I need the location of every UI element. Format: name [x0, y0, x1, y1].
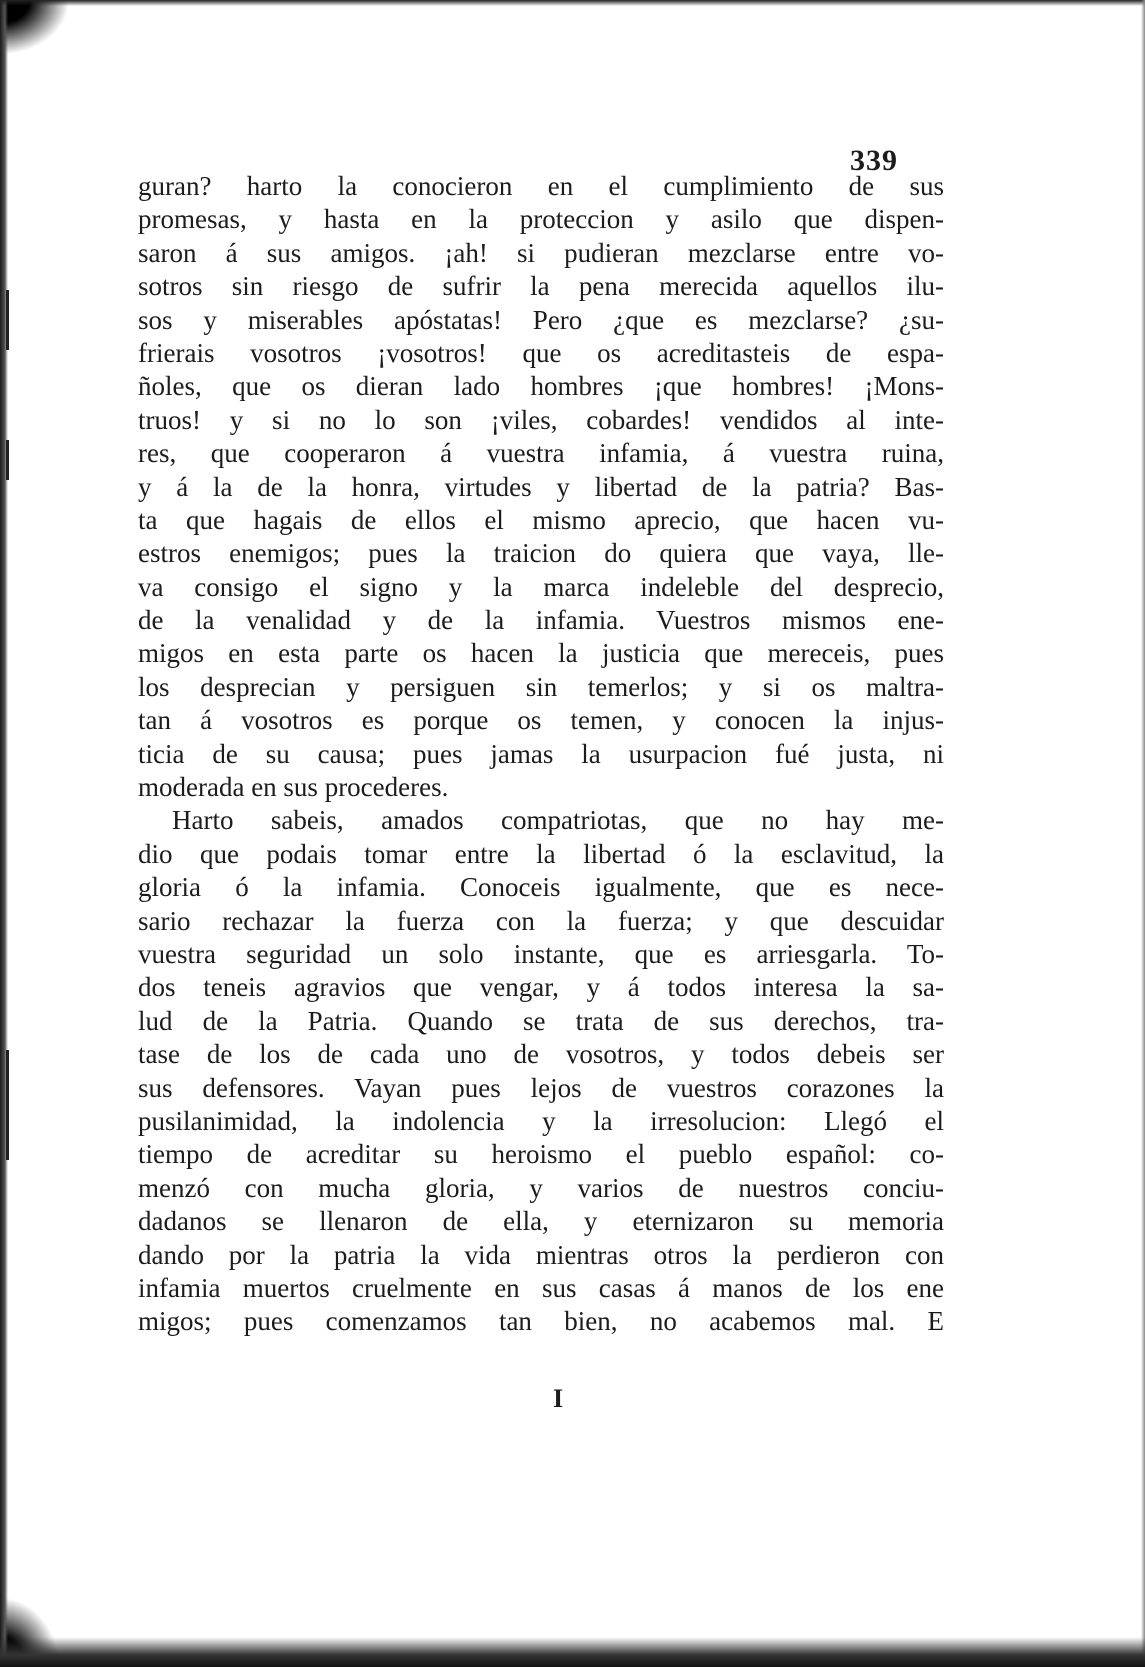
text-line: guran? harto la conocieron en el cumplimiento de sus — [138, 171, 944, 201]
text-line: frierais vosotros ¡vosotros! que os acreditasteis de espa- — [138, 337, 944, 368]
text-line: estros enemigos; pues la traicion do quiera que vaya, lle- — [138, 538, 944, 569]
text-line: migos; pues comenzamos tan bien, no acabemos mal. E — [138, 1306, 944, 1337]
text-line: lud de la Patria. Quando se trata de sus derechos, tra- — [138, 1005, 944, 1036]
text-line: migos en esta parte os hacen la justicia que mereceis, pues — [138, 638, 944, 669]
text-line: de la venalidad y de la infamia. Vuestros mismos ene- — [138, 605, 944, 636]
scan-edge-right — [1141, 0, 1145, 1667]
text-line: saron á sus amigos. ¡ah! si pudieran mezclarse entre vo- — [138, 237, 944, 268]
page-number: 339 — [850, 144, 898, 177]
scan-edge-top — [0, 0, 1145, 6]
text-line: ta que hagais de ellos el mismo aprecio, que hacen vu- — [138, 504, 944, 535]
text-line: gloria ó la infamia. Conoceis igualmente, que es nece- — [138, 872, 944, 903]
text-line: va consigo el signo y la marca indeleble del desprecio, — [138, 571, 944, 602]
text-line: sotros sin riesgo de sufrir la pena merecida aquellos ilu- — [138, 271, 944, 302]
text-line: y á la de la honra, virtudes y libertad de la patria? Bas- — [138, 471, 944, 502]
text-line: vuestra seguridad un solo instante, que es arriesgarla. To- — [138, 938, 944, 969]
text-line: ticia de su causa; pues jamas la usurpacion fué justa, ni — [138, 738, 944, 769]
scan-edge-left — [0, 0, 8, 1667]
text-line: tiempo de acreditar su heroismo el pueblo español: co- — [138, 1139, 944, 1170]
paragraph-first-line: Harto sabeis, amados compatriotas, que no hay me- — [172, 805, 944, 836]
text-line: dos teneis agravios que vengar, y á todos interesa la sa- — [138, 972, 944, 1003]
scan-corner-shadow — [0, 0, 70, 55]
margin-mark — [6, 440, 9, 480]
text-line: sus defensores. Vayan pues lejos de vuestros corazones la — [138, 1072, 944, 1103]
text-line: dando por la patria la vida mientras otros la perdieron con — [138, 1239, 944, 1270]
margin-mark — [6, 290, 9, 350]
text-line: menzó con mucha gloria, y varios de nuestros conciu- — [138, 1172, 944, 1203]
text-line: sos y miserables apóstatas! Pero ¿que es mezclarse? ¿su- — [138, 304, 944, 335]
text-line: tan á vosotros es porque os temen, y conocen la injus- — [138, 705, 944, 736]
text-line: dio que podais tomar entre la libertad ó la esclavitud, la — [138, 838, 944, 869]
signature-mark: I — [553, 1384, 564, 1413]
text-line: tase de los de cada uno de vosotros, y todos debeis ser — [138, 1039, 944, 1070]
text-line: dadanos se llenaron de ella, y eternizaron su memoria — [138, 1206, 944, 1237]
text-line: moderada en sus procederes. — [138, 772, 449, 803]
text-line: infamia muertos cruelmente en sus casas á manos de los ene — [138, 1272, 944, 1303]
scan-edge-bottom — [0, 1637, 1145, 1667]
text-line: res, que cooperaron á vuestra infamia, á vuestra ruina, — [138, 438, 944, 469]
text-line: ñoles, que os dieran lado hombres ¡que hombres! ¡Mons- — [138, 371, 944, 402]
text-line: promesas, y hasta en la proteccion y asilo que dispen- — [138, 204, 944, 235]
page-body-text — [138, 170, 944, 1339]
text-line: pusilanimidad, la indolencia y la irresolucion: Llegó el — [138, 1105, 944, 1136]
text-line: sario rechazar la fuerza con la fuerza; y que descuidar — [138, 905, 944, 936]
margin-mark — [6, 1050, 9, 1160]
text-line: truos! y si no lo son ¡viles, cobardes! vendidos al inte- — [138, 404, 944, 435]
text-line: los desprecian y persiguen sin temerlos; y si os maltra- — [138, 671, 944, 702]
